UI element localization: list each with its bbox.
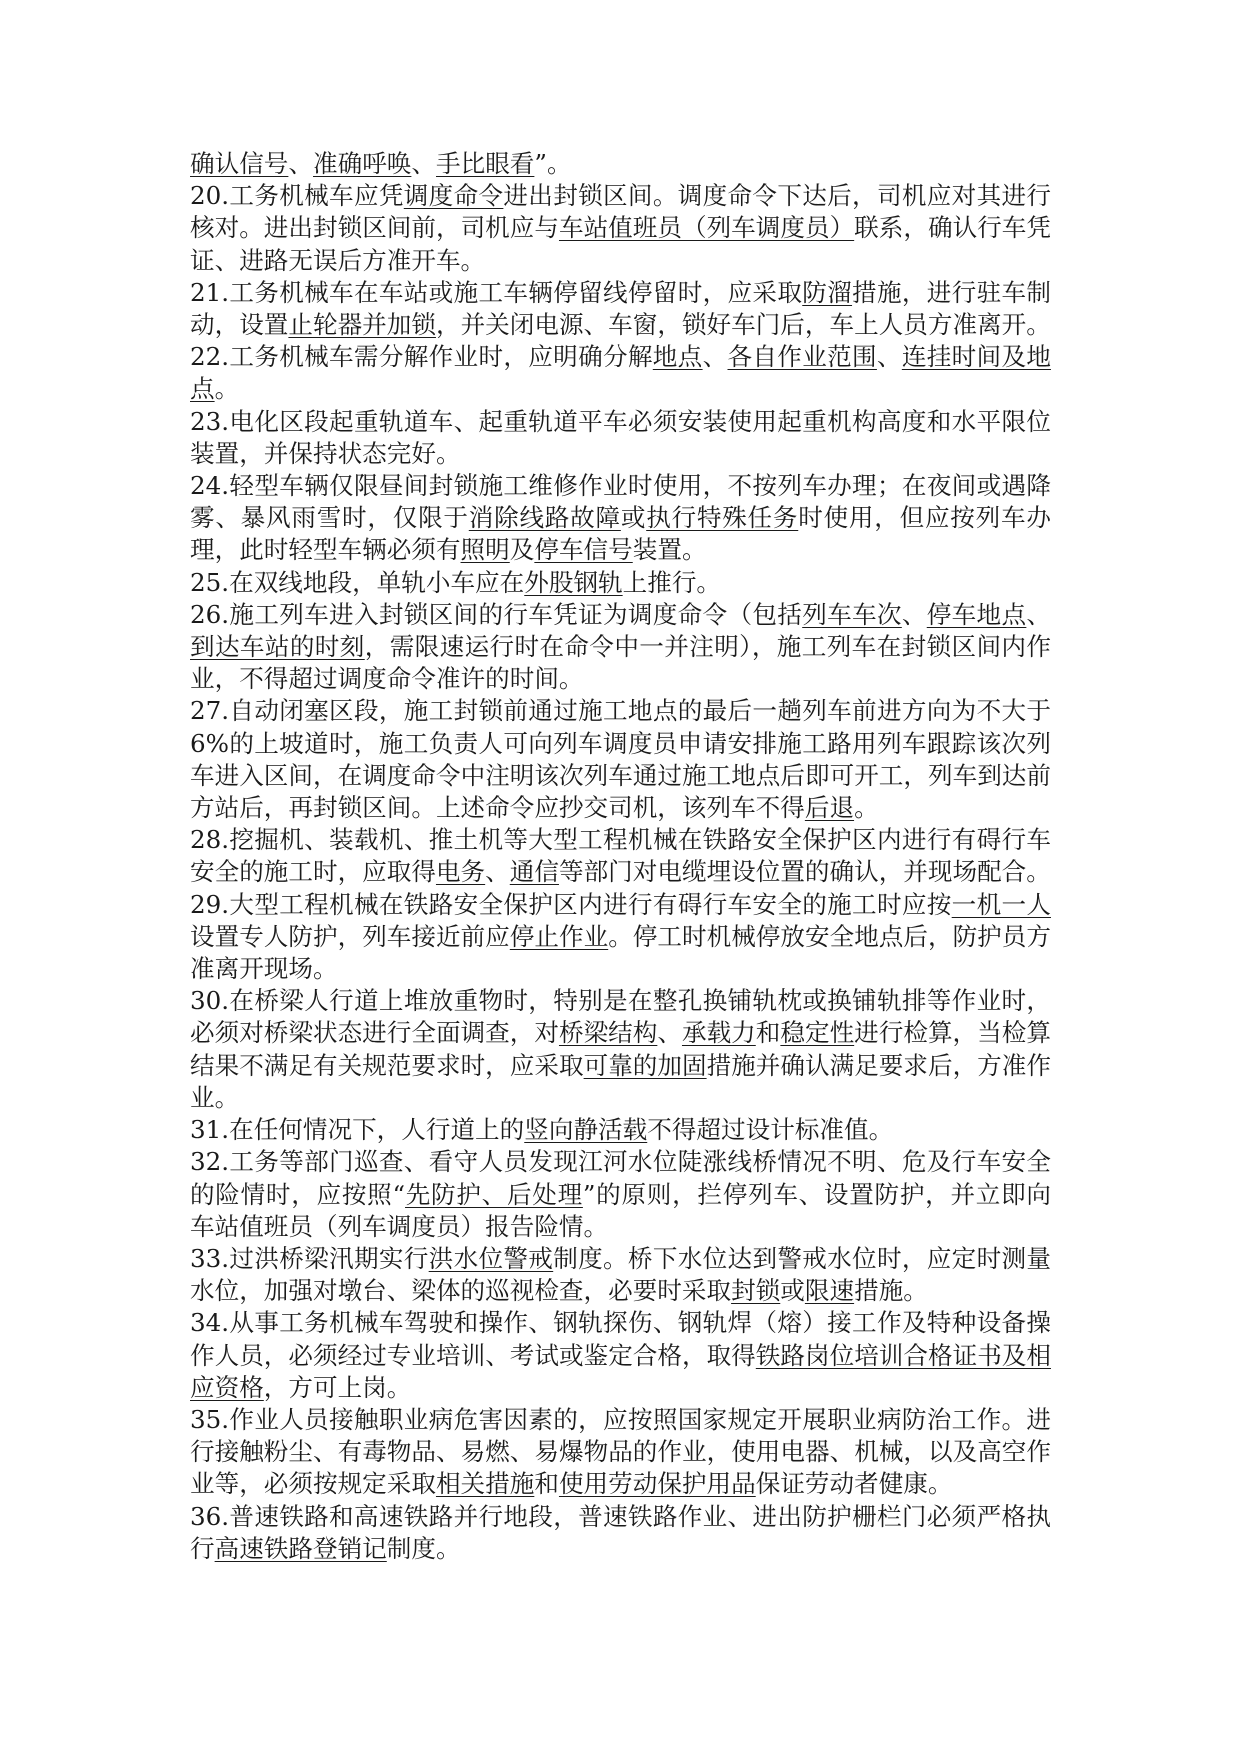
underlined-answer: 准确呼唤 xyxy=(313,149,412,178)
text-segment: 。 xyxy=(214,374,240,404)
text-segment: 、 xyxy=(411,149,436,178)
underlined-answer: 车站值班员（列车调度员） xyxy=(558,213,855,243)
underlined-answer: 列车车次 xyxy=(802,599,902,629)
paragraph xyxy=(190,985,1051,1114)
underlined-answer: 后退 xyxy=(804,793,855,823)
text-segment: 设置专人防护，列车接近前应 xyxy=(190,921,510,951)
underlined-answer: 桥梁结构 xyxy=(558,1018,658,1048)
text-segment: 制度。桥下水位达到警戒水位时，应定时测量水位，加强对墩台、梁体的巡视检查，必要时采取 xyxy=(190,1243,1051,1306)
underlined-answer: 消除线路故障 xyxy=(468,503,621,533)
text-segment: 26.施工列车进入封锁区间的行车凭证为调度命令（包括 xyxy=(190,599,803,629)
text-segment: 、 xyxy=(876,342,902,372)
text-segment: 或 xyxy=(620,503,647,533)
text-segment: 22.工务机械车需分解作业时，应明确分解 xyxy=(190,342,653,372)
underlined-answer: 停止作业 xyxy=(509,921,609,951)
underlined-answer: 相关措施 xyxy=(435,1469,535,1499)
underlined-answer: 防溜 xyxy=(802,277,853,307)
text-segment: 装置。 xyxy=(632,535,707,565)
underlined-answer: 稳定性 xyxy=(780,1018,855,1048)
underlined-answer: 外股钢轨 xyxy=(524,567,623,597)
underlined-answer: 止轮器并加锁 xyxy=(288,310,436,340)
paragraph xyxy=(190,277,1051,341)
text-segment: 保证劳动者健康。 xyxy=(755,1469,953,1499)
paragraph xyxy=(190,1307,1051,1404)
paragraph xyxy=(190,470,1051,567)
underlined-answer: 高速铁路登销记 xyxy=(214,1533,387,1563)
text-segment: 时使用，但应按列车办理，此时轻型车辆必须有 xyxy=(190,503,1051,565)
text-segment: 30.在桥梁人行道上堆放重物时，特别是在整孔换铺轨枕或换铺轨排等作业时，必须对桥梁状态进行全面调查，对 xyxy=(190,986,1051,1048)
text-segment: 。停工时机械停放安全地点后，防护员方准离开现场。 xyxy=(190,921,1051,984)
underlined-answer: 停车信号 xyxy=(534,535,633,565)
text-segment: 28.挖掘机、装载机、推土机等大型工程机械在铁路安全保护区内进行有碍行车安全的施工时，应取得 xyxy=(190,825,1051,887)
text-segment: 24.轻型车辆仅限昼间封锁施工维修作业时使用，不按列车办理；在夜间或遇降雾、暴风雨雪时，仅限于 xyxy=(190,471,1051,533)
text-segment: ”的原则，拦停列车、设置防护，并立即向车站值班员（列车调度员）报告险情。 xyxy=(190,1179,1051,1241)
text-segment: 。 xyxy=(854,793,879,823)
text-segment: 等部门对电缆埋设位置的确认，并现场配合。 xyxy=(558,857,1051,887)
paragraph xyxy=(190,824,1051,888)
paragraph xyxy=(190,1404,1051,1501)
underlined-answer: 承载力 xyxy=(681,1018,756,1048)
paragraph xyxy=(190,889,1051,986)
underlined-answer: 先防护、后处理 xyxy=(405,1179,583,1209)
paragraph xyxy=(190,1146,1051,1243)
text-segment: 不得超过设计标准值。 xyxy=(647,1115,894,1145)
text-segment: 23.电化区段起重轨道车、起重轨道平车必须安装使用起重机构高度和水平限位装置，并保持状态完好。 xyxy=(190,406,1051,468)
text-segment: 35.作业人员接触职业病危害因素的，应按照国家规定开展职业病防治工作。进行接触粉尘、有毒物品、易燃、易爆物品的作业，使用电器、机械，以及高空作业等，必须按规定采取 xyxy=(190,1404,1051,1499)
text-segment: ，方可上岗。 xyxy=(263,1372,412,1402)
text-segment: 25.在双线地段，单轨小车应在 xyxy=(190,567,525,597)
text-segment: ，并关闭电源、车窗，锁好车门后，车上人员方准离开。 xyxy=(435,310,1051,340)
underlined-answer: 确认信号 xyxy=(190,149,289,178)
text-segment: 措施。 xyxy=(854,1276,928,1306)
text-segment: 及 xyxy=(509,535,535,565)
text-segment: 、 xyxy=(1026,599,1051,629)
underlined-answer: 各自作业范围 xyxy=(727,342,877,372)
text-segment: ，需限速运行时在命令中一并注明），施工列车在封锁区间内作业，不得超过调度命令准许的时间。 xyxy=(190,632,1051,694)
underlined-answer: 可靠的加固 xyxy=(583,1050,707,1080)
underlined-answer: 到达车站的时刻 xyxy=(190,632,365,662)
underlined-answer: 调度命令 xyxy=(403,181,504,211)
text-segment: 进出封锁区间。调度命令下达后，司机应对其进行核对。进出封锁区间前，司机应与 xyxy=(190,181,1051,243)
text-segment: 和 xyxy=(755,1018,781,1048)
text-segment: 36.普速铁路和高速铁路并行地段，普速铁路作业、进出防护栅栏门必须严格执行 xyxy=(190,1501,1051,1563)
text-segment: 、 xyxy=(288,149,313,178)
underlined-answer: 照明 xyxy=(460,535,510,565)
underlined-answer: 限速 xyxy=(804,1276,855,1306)
paragraph xyxy=(190,1114,1051,1146)
text-segment: 上推行。 xyxy=(622,567,722,597)
paragraph xyxy=(190,341,1051,405)
underlined-answer: 电务 xyxy=(435,857,486,887)
underlined-answer: 使用劳动保护用品 xyxy=(558,1469,756,1499)
text-segment: 制度。 xyxy=(386,1533,461,1563)
paragraph xyxy=(190,599,1051,696)
text-segment: 和 xyxy=(534,1469,559,1499)
underlined-answer: 连挂时间及地点 xyxy=(190,342,1051,404)
paragraph xyxy=(190,695,1051,824)
text-segment: 34.从事工务机械车驾驶和操作、钢轨探伤、钢轨焊（熔）接工作及特种设备操作人员，必须经过专业培训、考试或鉴定合格，取得 xyxy=(190,1308,1051,1370)
text-segment: 33.过洪桥梁汛期实行 xyxy=(190,1243,429,1273)
text-segment: ”。 xyxy=(534,149,572,178)
paragraph xyxy=(190,180,1051,277)
underlined-answer: 铁路岗位培训合格证书及相应资格 xyxy=(190,1340,1051,1402)
paragraph xyxy=(190,148,1051,180)
underlined-answer: 通信 xyxy=(509,857,559,887)
underlined-answer: 执行特殊任务 xyxy=(646,503,799,533)
text-segment: 或 xyxy=(780,1276,805,1306)
underlined-answer: 封锁 xyxy=(731,1276,781,1306)
underlined-answer: 停车地点 xyxy=(926,599,1027,629)
text-segment: 、 xyxy=(901,599,927,629)
paragraph xyxy=(190,406,1051,470)
paragraph xyxy=(190,1501,1051,1565)
underlined-answer: 竖向静活载 xyxy=(524,1115,648,1145)
text-segment: 27.自动闭塞区段，施工封锁前通过施工地点的最后一趟列车前进方向为不大于6%的上坡道时，施工负责人可向列车调度员申请安排施工路用列车跟踪该次列车进入区间，在调度命令中注明该次列车通过施工地点后即可开工，列车到达前方站后，再封锁区间。上述命令应抄交司机，该列车不得 xyxy=(190,696,1051,823)
underlined-answer: 地点 xyxy=(652,342,703,372)
text-segment: 、 xyxy=(657,1018,682,1048)
text-segment: 措施并确认满足要求后，方准作业。 xyxy=(190,1050,1051,1112)
text-segment: 20.工务机械车应凭 xyxy=(190,181,404,211)
text-segment: 32.工务等部门巡查、看守人员发现江河水位陡涨线桥情况不明、危及行车安全的险情时，应按照“ xyxy=(190,1147,1051,1209)
underlined-answer: 洪水位警戒 xyxy=(428,1243,554,1273)
text-segment: 31.在任何情况下，人行道上的 xyxy=(190,1115,525,1145)
paragraph xyxy=(190,1243,1051,1307)
text-segment: 措施，进行驻车制动，设置 xyxy=(190,277,1051,340)
text-segment: 、 xyxy=(702,342,728,372)
underlined-answer: 一机一人 xyxy=(951,889,1051,919)
text-segment: 29.大型工程机械在铁路安全保护区内进行有碍行车安全的施工时应按 xyxy=(190,889,952,919)
text-segment: 、 xyxy=(485,857,510,887)
paragraph xyxy=(190,567,1051,599)
underlined-answer: 手比眼看 xyxy=(436,149,535,178)
text-segment: 进行检算，当检算结果不满足有关规范要求时，应采取 xyxy=(190,1018,1051,1080)
text-segment: 联系，确认行车凭证、进路无误后方准开车。 xyxy=(190,213,1051,275)
text-segment: 21.工务机械车在车站或施工车辆停留线停留时，应采取 xyxy=(190,277,803,307)
